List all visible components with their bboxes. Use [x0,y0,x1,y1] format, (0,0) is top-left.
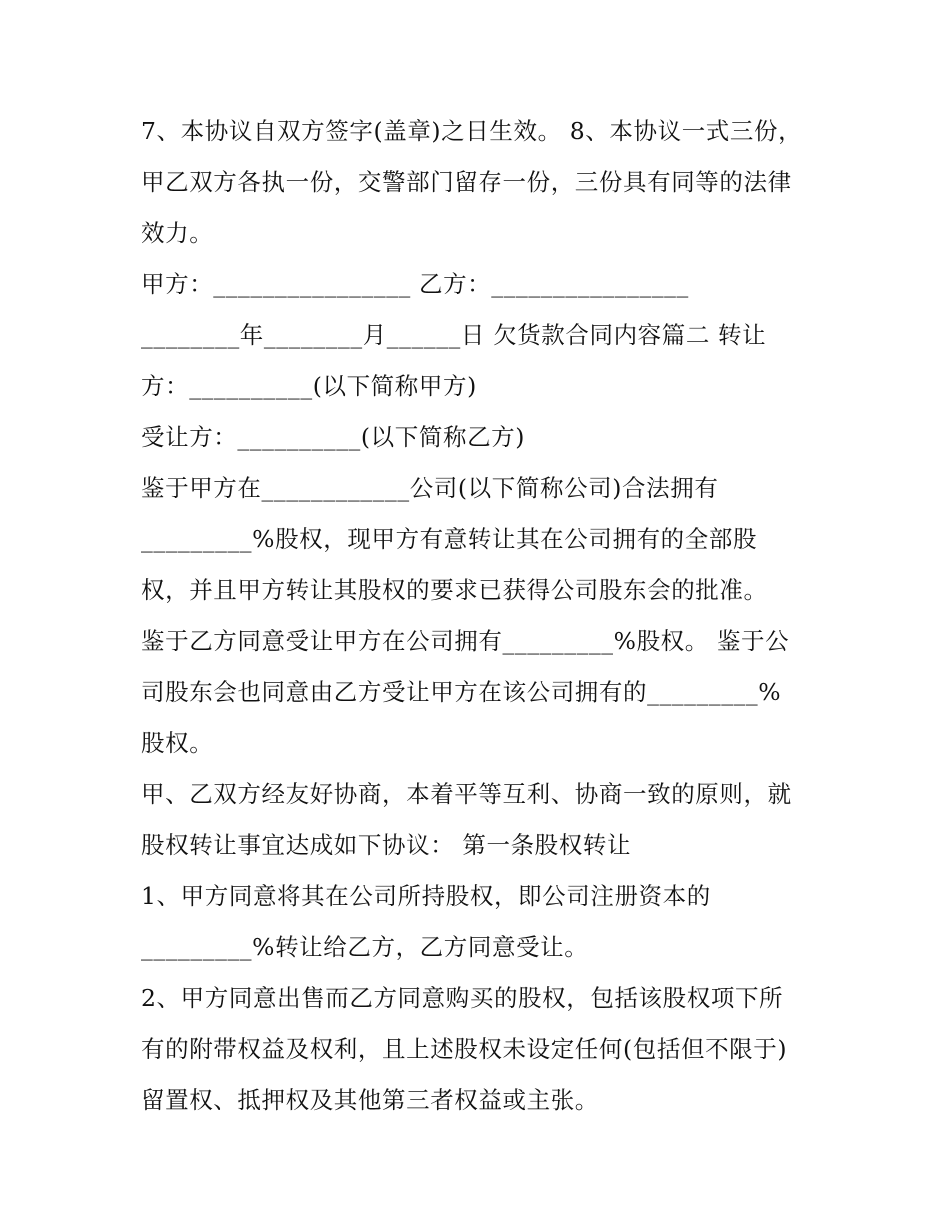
text-line: 甲、乙双方经友好协商，本着平等互利、协商一致的原则，就 [141,780,792,808]
clause-line: 1、甲方同意将其在公司所持股权，即公司注册资本的 [141,882,711,910]
text-line: _________%股权，现甲方有意转让其在公司拥有的全部股 [141,525,758,553]
clause-line: 有的附带权益及权利，且上述股权未设定任何(包括但不限于) [141,1035,788,1063]
clause-line: _________%转让给乙方，乙方同意受让。 [141,933,589,961]
transferor-line: 方：__________(以下简称甲方) [141,372,477,400]
text-line: 股权。 [141,729,214,757]
clause-line: 2、甲方同意出售而乙方同意购买的股权，包括该股权项下所 [141,984,784,1012]
document-body [141,106,821,1126]
text-line: 鉴于甲方在____________公司(以下简称公司)合法拥有 [141,474,719,502]
date-line: ________年________月______日 欠货款合同内容篇二 转让 [141,321,767,349]
transferee-line: 受让方：__________(以下简称乙方) [141,423,526,451]
text-line: 司股东会也同意由乙方受让甲方在该公司拥有的_________% [141,678,782,706]
text-line: 股权转让事宜达成如下协议： 第一条股权转让 [141,831,632,859]
clause-line: 留置权、抵押权及其他第三者权益或主张。 [141,1086,599,1114]
text-line: 效力。 [141,219,214,247]
signature-line: 甲方：________________ 乙方：________________ [141,270,689,298]
text-line: 权，并且甲方转让其股权的要求已获得公司股东会的批准。 [141,576,768,604]
text-line: 鉴于乙方同意受让甲方在公司拥有_________%股权。 鉴于公 [141,627,790,655]
text-line: 7、本协议自双方签字(盖章)之日生效。 8、本协议一式三份， [141,117,803,145]
text-line: 甲乙双方各执一份，交警部门留存一份，三份具有同等的法律 [141,168,792,196]
